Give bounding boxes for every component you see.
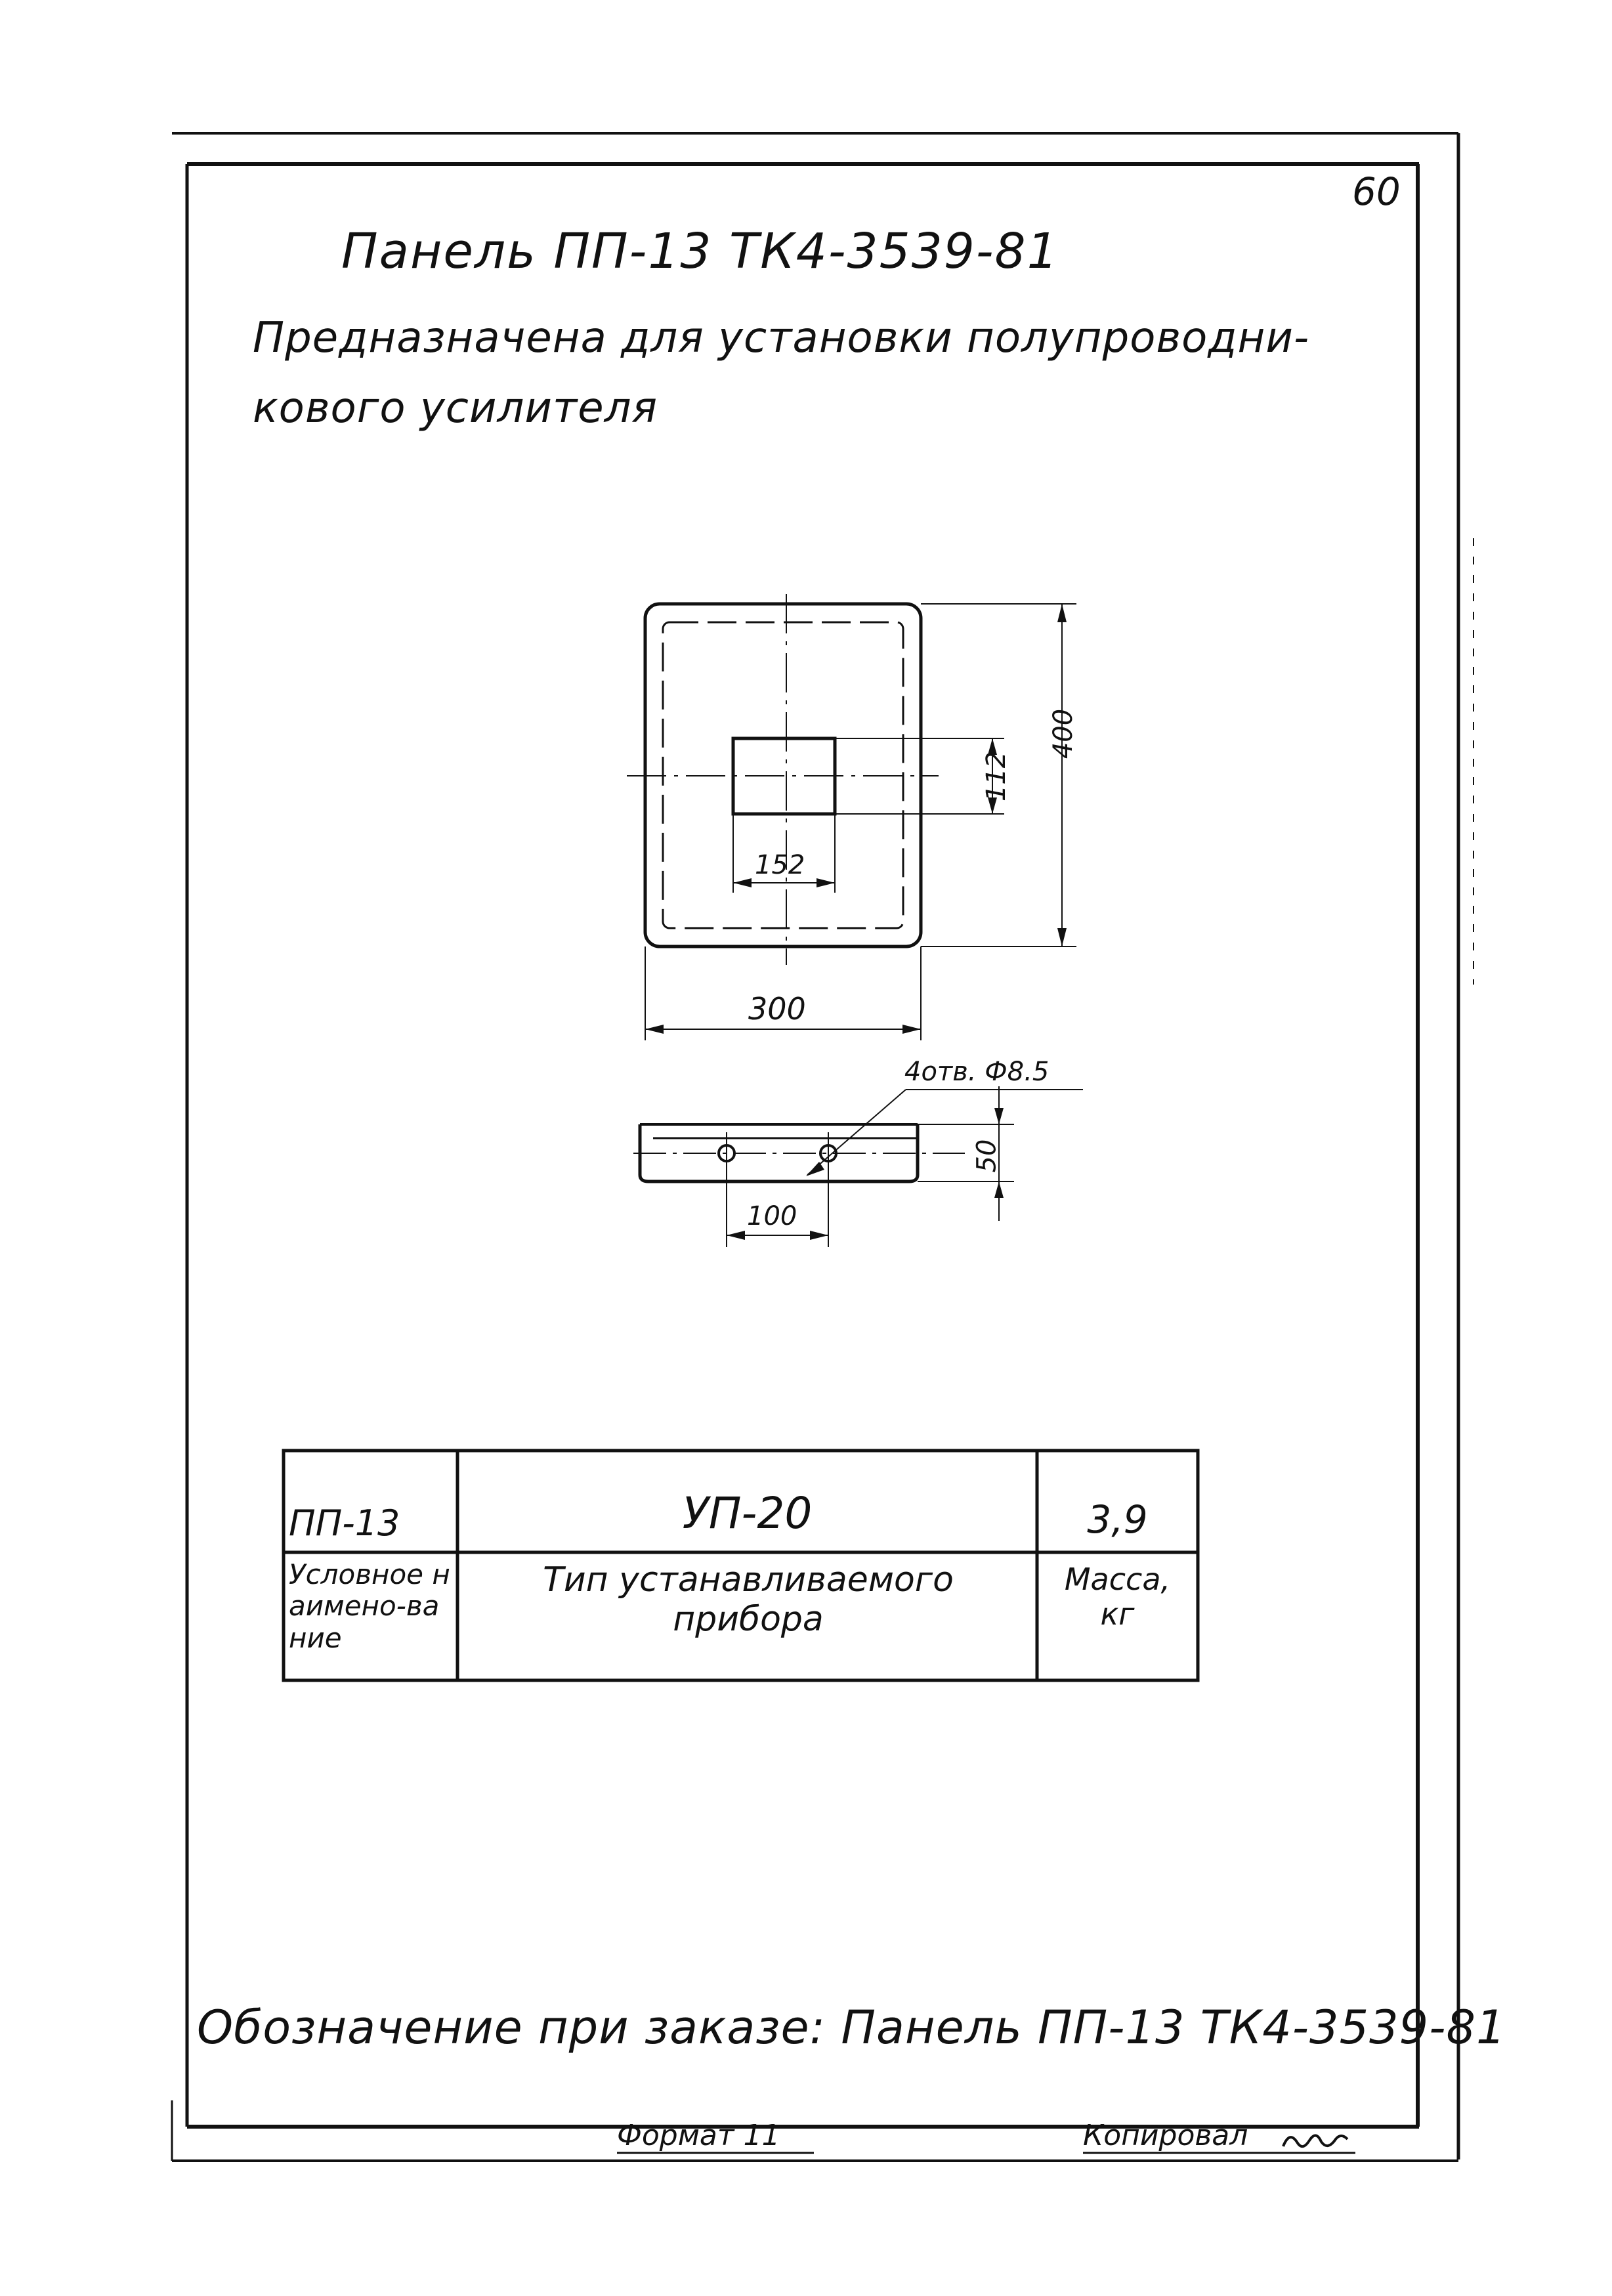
description-line-2: кового усилителя xyxy=(253,384,658,433)
panel-side-view xyxy=(633,1086,1083,1247)
page-title: Панель ПП-13 ТК4-3539-81 xyxy=(341,223,1059,280)
table-mass-value: 3,9 xyxy=(1087,1497,1148,1542)
table-name-header: Условное наимено-вание xyxy=(289,1558,450,1654)
order-designation: Обозначение при заказе: Панель ПП-13 ТК4-3539-81 xyxy=(197,2001,1506,2054)
table-device-value: УП-20 xyxy=(682,1488,813,1539)
dim-112-label: 112 xyxy=(981,751,1012,802)
dim-300-label: 300 xyxy=(748,991,806,1027)
table-mass-header: Масса, кг xyxy=(1064,1562,1171,1632)
page-number: 60 xyxy=(1352,169,1401,214)
dim-50-label: 50 xyxy=(971,1139,1002,1173)
description-line-1: Предназначена для установки полупроводни- xyxy=(253,314,1310,362)
dim-holes-label: 4отв. Ф8.5 xyxy=(904,1057,1050,1087)
signature xyxy=(1283,2135,1347,2146)
table-device-header: Тип устанавливаемого прибора xyxy=(543,1560,954,1639)
table-name-value: ПП-13 xyxy=(289,1502,400,1544)
dim-400-label: 400 xyxy=(1048,708,1079,759)
format-label: Формат 11 xyxy=(617,2119,780,2152)
dimension-arrows xyxy=(645,604,1067,1034)
panel-plan-view xyxy=(627,594,1079,1040)
dim-152-label: 152 xyxy=(755,850,805,880)
dim-100-label: 100 xyxy=(747,1201,797,1231)
copied-label: Копировал xyxy=(1083,2119,1248,2152)
